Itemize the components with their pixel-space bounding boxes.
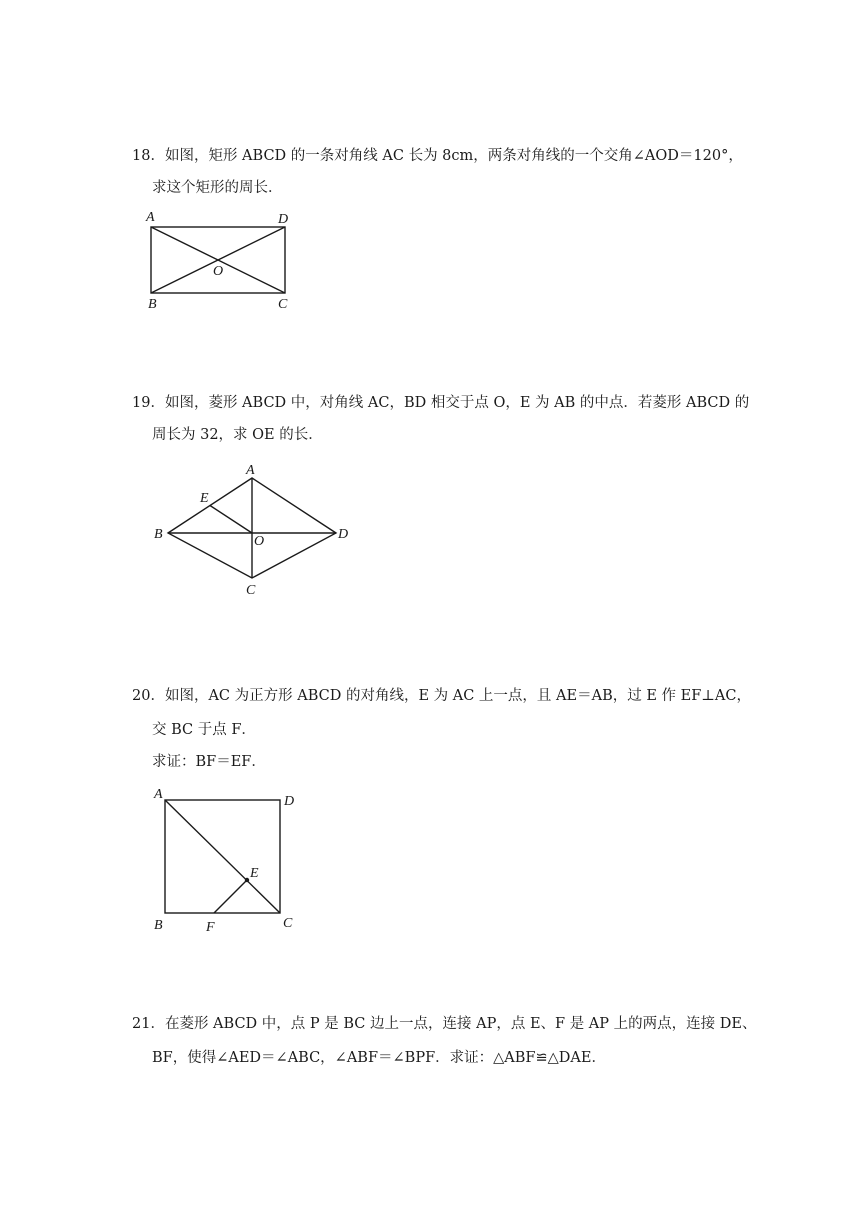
rhombus-figure [150,460,360,608]
problem-19-line-1: 19．如图，菱形 ABCD 中，对角线 AC，BD 相交于点 O，E 为 AB 的中点．若菱形 ABCD 的 [132,395,750,411]
rectangle-figure [140,206,310,318]
problem-21-line-1: 21．在菱形 ABCD 中，点 P 是 BC 边上一点，连接 AP，点 E、F 是 AP 上的两点，连接 DE、 [132,1016,757,1032]
problem-20-line-1: 20．如图，AC 为正方形 ABCD 的对角线，E 为 AC 上一点，且 AE＝AB，过 E 作 EF⊥AC， [132,688,751,704]
label-B: B [148,297,157,312]
label-C: C [283,916,293,931]
label-D: D [338,527,349,542]
label-A: A [146,210,155,225]
label-C: C [278,297,288,312]
label-C: C [246,583,256,598]
label-O: O [213,264,224,279]
label-B: B [154,527,163,542]
problem-20-line-3: 求证：BF＝EF． [152,754,266,770]
label-A: A [154,787,163,802]
label-D: D [284,794,295,809]
label-E: E [250,866,259,881]
label-O: O [254,534,265,549]
label-D: D [278,212,289,227]
problem-21-line-2: BF，使得∠AED＝∠ABC，∠ABF＝∠BPF．求证：△ABF≌△DAE． [152,1050,606,1066]
problem-18-line-2: 求这个矩形的周长． [152,180,283,196]
label-E: E [200,491,209,506]
label-F: F [206,920,215,935]
problem-19-line-2: 周长为 32，求 OE 的长． [152,427,323,443]
square-figure [148,784,308,940]
label-A: A [246,463,255,478]
label-B: B [154,918,163,933]
problem-20-line-2: 交 BC 于点 F． [152,722,256,738]
problem-18-line-1: 18．如图，矩形 ABCD 的一条对角线 AC 长为 8cm，两条对角线的一个交角∠AOD＝120°， [132,148,743,164]
